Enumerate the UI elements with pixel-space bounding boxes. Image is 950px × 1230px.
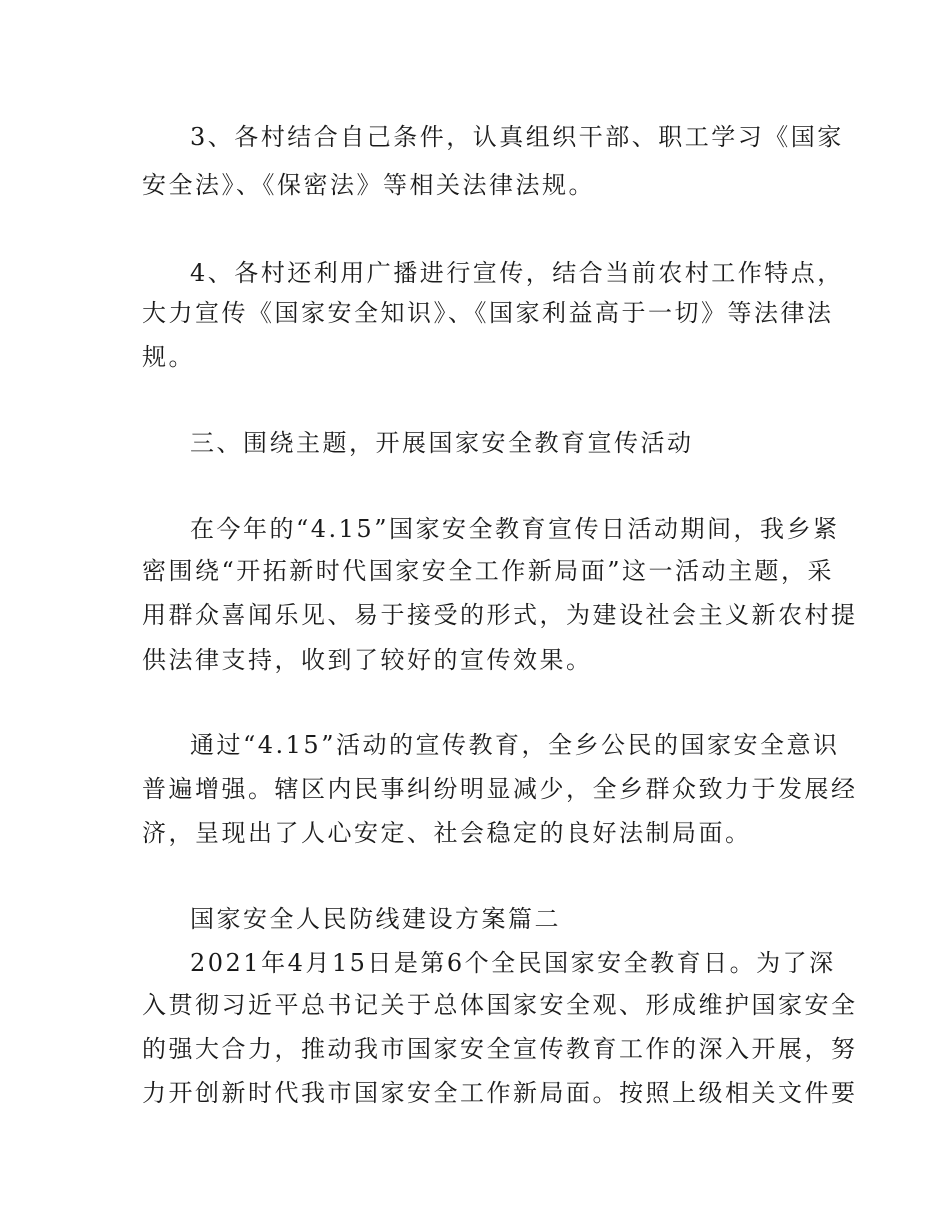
paragraph-7-line-3: 的强大合力，推动我市国家安全宣传教育工作的深入开展，努: [142, 1035, 858, 1063]
paragraph-2-line-2: 大力宣传《国家安全知识》、《国家利益高于一切》等法律法: [142, 299, 834, 327]
paragraph-7-line-1: 2021年4月15日是第6个全民国家安全教育日。为了深: [190, 949, 836, 977]
paragraph-2-line-1: 4、各村还利用广播进行宣传，结合当前农村工作特点，: [190, 259, 844, 287]
paragraph-4-line-3: 用群众喜闻乐见、易于接受的形式，为建设社会主义新农村提: [142, 601, 858, 629]
paragraph-5-line-1: 通过“4.15”活动的宣传教育，全乡公民的国家安全意识: [190, 731, 840, 759]
paragraph-4-line-4: 供法律支持，收到了较好的宣传效果。: [142, 646, 593, 674]
paragraph-4-line-2: 密围绕“开拓新时代国家安全工作新局面”这一活动主题，采: [142, 557, 835, 585]
paragraph-1-line-1: 3、各村结合自己条件，认真组织干部、职工学习《国家: [190, 123, 844, 151]
paragraph-4-line-1: 在今年的“4.15”国家安全教育宣传日活动期间，我乡紧: [190, 515, 840, 543]
paragraph-7-line-2: 入贯彻习近平总书记关于总体国家安全观、形成维护国家安全: [142, 991, 858, 1019]
paragraph-5-line-3: 济，呈现出了人心安定、社会稳定的良好法制局面。: [142, 819, 752, 847]
paragraph-5-line-2: 普遍增强。辖区内民事纠纷明显减少，全乡群众致力于发展经: [142, 775, 858, 803]
subtitle: 国家安全人民防线建设方案篇二: [190, 905, 561, 933]
paragraph-2-line-3: 规。: [142, 343, 195, 371]
section-heading: 三、围绕主题，开展国家安全教育宣传活动: [190, 429, 694, 457]
paragraph-7-line-4: 力开创新时代我市国家安全工作新局面。按照上级相关文件要: [142, 1079, 858, 1107]
paragraph-1-line-2: 安全法》、《保密法》等相关法律法规。: [142, 171, 595, 199]
